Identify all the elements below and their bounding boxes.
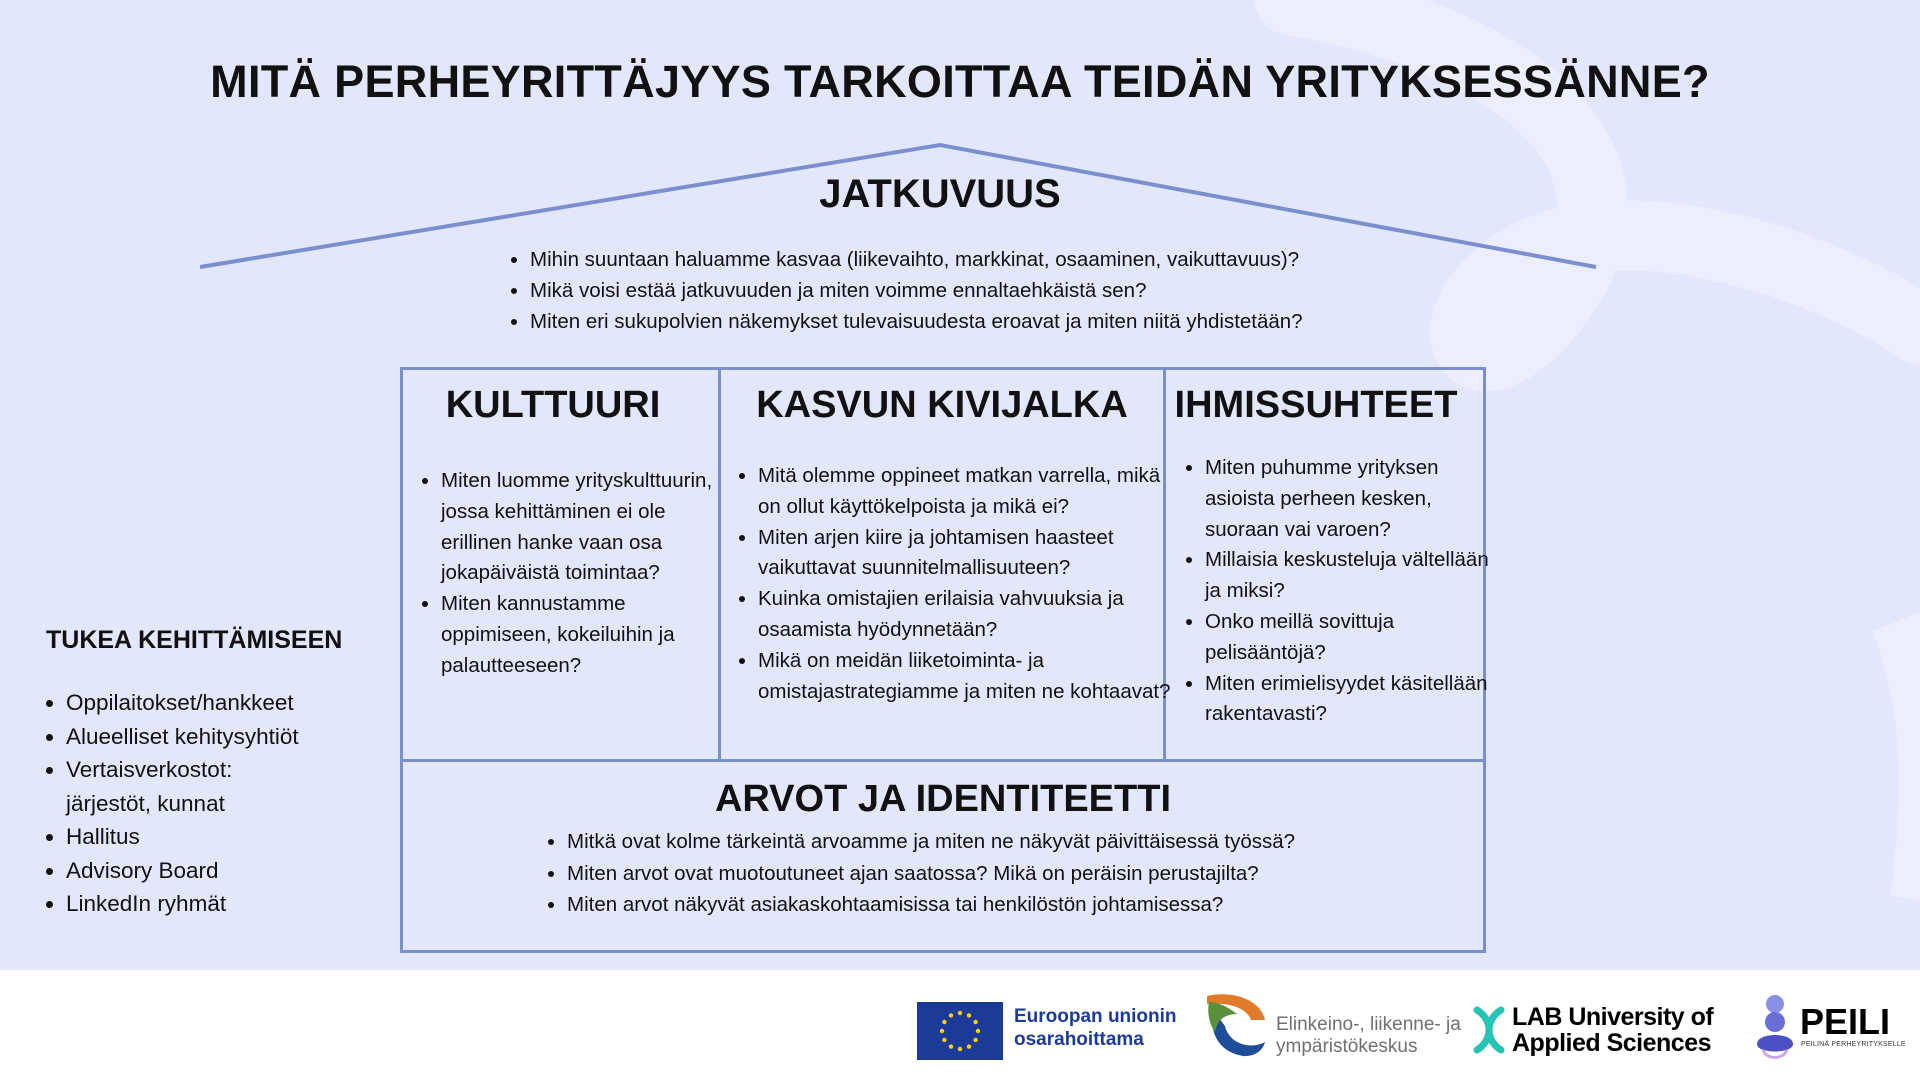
ely-line-1: Elinkeino-, liikenne- ja	[1276, 1014, 1461, 1035]
jatkuvuus-title: JATKUVUUS	[819, 172, 1061, 216]
list-item: • Advisory Board	[66, 854, 386, 888]
kulttuuri-list	[419, 466, 725, 682]
footer-logos	[0, 970, 1920, 1080]
tuki-title: TUKEA KEHITTÄMISEEN	[46, 626, 343, 654]
arvot-title: ARVOT JA IDENTITEETTI	[714, 778, 1172, 820]
eu-funding-label	[1014, 1005, 1177, 1051]
list-item: • Miten eri sukupolvien näkemykset tulevaisuudesta eroavat ja miten niitä yhdistetään?	[530, 306, 1490, 337]
list-item: • LinkedIn ryhmät	[66, 887, 386, 921]
list-item: • Onko meillä sovittuja pelisääntöjä?	[1205, 607, 1501, 669]
ihmissuhteet-list	[1183, 453, 1501, 730]
list-item: • Alueelliset kehitysyhtiöt	[66, 720, 386, 754]
list-item: • Kuinka omistajien erilaisia vahvuuksia ja osaamista hyödynnetään?	[758, 584, 1178, 646]
tuki-list	[44, 686, 386, 921]
kulttuuri-title: KULTTUURI	[445, 384, 661, 426]
list-item: • Miten puhumme yrityksen asioista perheen kesken, suoraan vai varoen?	[1205, 453, 1501, 545]
list-item: • Millaisia keskusteluja vältellään ja miksi?	[1205, 545, 1501, 607]
list-item: • Mikä on meidän liiketoiminta- ja omistajastrategiamme ja miten ne kohtaavat?	[758, 646, 1178, 708]
peili-label: PEILI	[1800, 1001, 1891, 1042]
lab-line-2: Applied Sciences	[1512, 1029, 1712, 1057]
eu-line-2: osarahoittama	[1014, 1029, 1144, 1050]
list-item: • Miten arvot ovat muotoutuneet ajan saatossa? Mikä on peräisin perustajilta?	[567, 858, 1487, 890]
list-item: • Oppilaitokset/hankkeet	[66, 686, 386, 720]
ihmissuhteet-title: IHMISSUHTEET	[1174, 384, 1458, 426]
jatkuvuus-list	[508, 244, 1490, 337]
arvot-list	[545, 826, 1487, 921]
peili-logo-icon	[1753, 994, 1797, 1060]
lab-logo-icon	[1473, 1006, 1505, 1054]
lab-line-1: LAB University of	[1512, 1003, 1714, 1031]
eu-flag-icon	[917, 1002, 1003, 1060]
kivijalka-list	[736, 461, 1178, 707]
peili-tagline: PEILINÄ PERHEYRITYKSELLE	[1801, 1041, 1906, 1048]
list-item: • Mitä olemme oppineet matkan varrella, mikä on ollut käyttökelpoista ja mikä ei?	[758, 461, 1178, 523]
list-item: • Mikä voisi estää jatkuvuuden ja miten voimme ennaltaehkäistä sen?	[530, 275, 1490, 306]
list-item: • Miten kannustamme oppimiseen, kokeiluihin ja palautteeseen?	[441, 589, 725, 681]
ely-logo-icon	[1203, 990, 1269, 1060]
list-item: • Miten arjen kiire ja johtamisen haasteet vaikuttavat suunnitelmallisuuteen?	[758, 523, 1178, 585]
kivijalka-title: KASVUN KIVIJALKA	[756, 384, 1128, 426]
page-title: MITÄ PERHEYRITTÄJYYS TARKOITTAA TEIDÄN YRITYKSESSÄNNE?	[210, 56, 1710, 107]
list-item: • Mitkä ovat kolme tärkeintä arvoamme ja miten ne näkyvät päivittäisessä työssä?	[567, 826, 1487, 858]
list-item: • Miten luomme yrityskulttuurin, jossa kehittäminen ei ole erillinen hanke vaan osa jokapäiväistä toimintaa?	[441, 466, 725, 589]
ely-line-2: ympäristökeskus	[1276, 1036, 1418, 1057]
eu-line-1: Euroopan unionin	[1014, 1006, 1177, 1027]
list-item: • Miten erimielisyydet käsitellään rakentavasti?	[1205, 669, 1501, 731]
ely-label	[1276, 1014, 1461, 1058]
lab-label	[1512, 1004, 1713, 1056]
list-item: • Miten arvot näkyvät asiakaskohtaamisissa tai henkilöstön johtamisessa?	[567, 889, 1487, 921]
list-item: • Hallitus	[66, 820, 386, 854]
list-item: • Mihin suuntaan haluamme kasvaa (liikevaihto, markkinat, osaaminen, vaikuttavuus)?	[530, 244, 1490, 275]
list-item: • Vertaisverkostot: järjestöt, kunnat	[66, 753, 246, 820]
